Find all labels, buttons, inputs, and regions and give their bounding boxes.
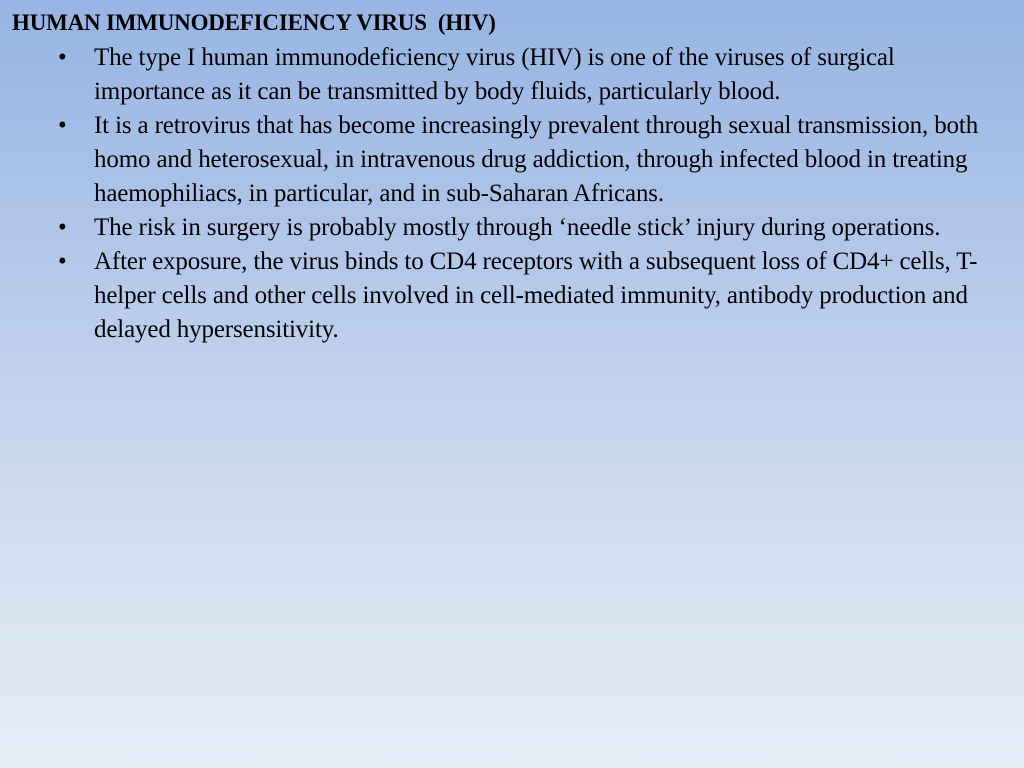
- bullet-item-retrovirus-prevalence: [0, 109, 1000, 211]
- bullet-icon: •: [58, 112, 67, 139]
- bullet-text: After exposure, the virus binds to CD4 receptors with a subsequent loss of CD4+ cells, T-helper cells and other cells involved in cell-mediated immunity, antibody production and delayed hypersensitivity.: [94, 248, 978, 343]
- bullet-item-transmission-fluids: [0, 41, 1000, 109]
- bullet-list: [0, 41, 1000, 347]
- bullet-icon: •: [58, 44, 67, 71]
- bullet-item-cd4-binding: [0, 245, 1000, 347]
- bullet-text: The type I human immunodeficiency virus (HIV) is one of the viruses of surgical importance as it can be transmitted by body fluids, particularly blood.: [94, 44, 895, 105]
- slide-title: HUMAN IMMUNODEFICIENCY VIRUS (HIV): [12, 10, 496, 35]
- bullet-item-surgical-risk: [0, 211, 1000, 245]
- bullet-icon: •: [58, 248, 67, 275]
- bullet-text: It is a retrovirus that has become increasingly prevalent through sexual transmission, both homo and heterosexual, in intravenous drug addiction, through infected blood in treating haemophiliacs, in particular, and in sub-Saharan Africans.: [94, 112, 979, 207]
- bullet-text: The risk in surgery is probably mostly through ‘needle stick’ injury during operations.: [94, 214, 941, 241]
- bullet-icon: •: [58, 214, 67, 241]
